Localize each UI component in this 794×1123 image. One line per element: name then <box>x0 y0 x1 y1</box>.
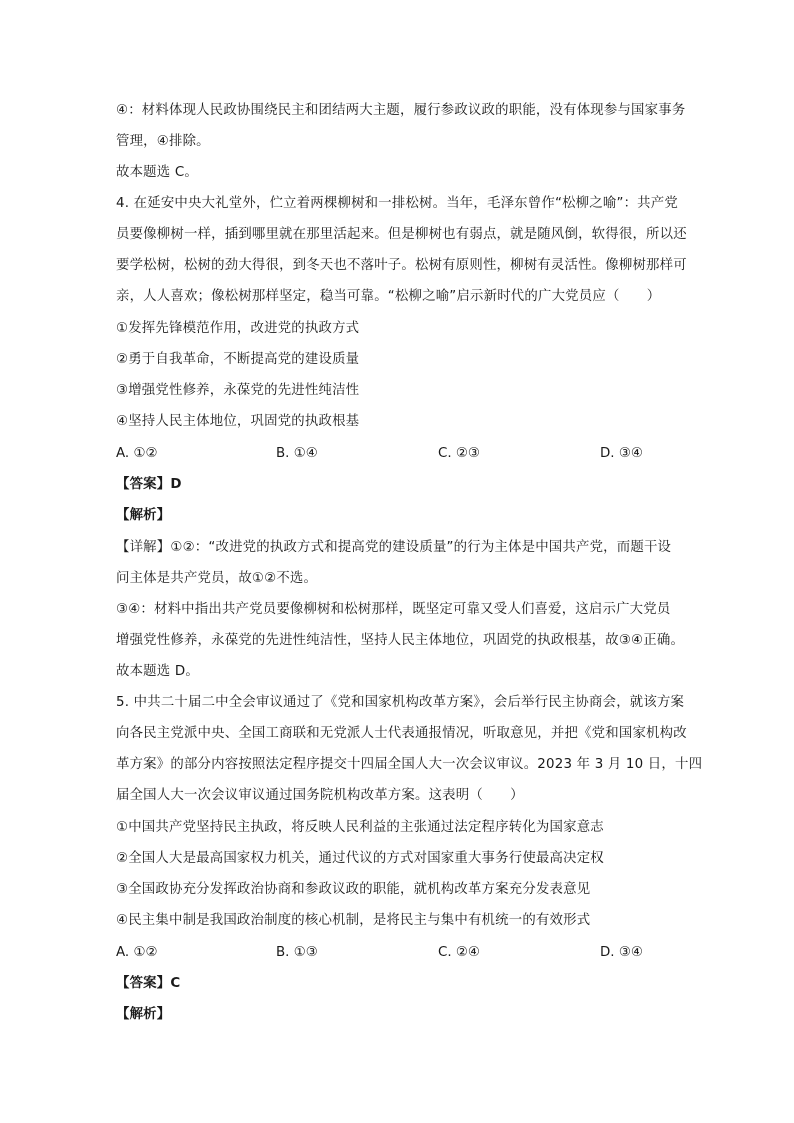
q4-detail-line-1: 【详解】①②：“改进党的执政方式和提高党的建设质量”的行为主体是中国共产党，而题干设 <box>116 540 672 555</box>
q5-option-c: C. ②④ <box>438 945 480 960</box>
q5-option-a: A. ①② <box>116 945 158 960</box>
q4-detail-line-2: 问主体是共产党员，故①②不选。 <box>116 571 318 586</box>
q4-detail-line-4: 增强党性修养，永葆党的先进性纯洁性，坚持人民主体地位，巩固党的执政根基，故③④正确。 <box>116 633 685 648</box>
q5-analysis-label: 【解析】 <box>116 1007 171 1022</box>
q5-statement-1: ①中国共产党坚持民主执政，将反映人民利益的主张通过法定程序转化为国家意志 <box>116 820 604 835</box>
q5-option-d: D. ③④ <box>600 945 643 960</box>
q3-conclusion: 故本题选 C。 <box>116 165 198 180</box>
q5-statement-3: ③全国政协充分发挥政治协商和参政议政的职能，就机构改革方案充分发表意见 <box>116 882 591 897</box>
q5-option-b: B. ①③ <box>276 945 318 960</box>
q4-stem-line-4: 亲，人人喜欢；像松树那样坚定，稳当可靠。“松柳之喻”启示新时代的广大党员应（ ） <box>116 289 661 304</box>
q4-answer: 【答案】D <box>116 477 182 492</box>
q5-stem-line-4: 届全国人大一次会议审议通过国务院机构改革方案。这表明（ ） <box>116 788 524 803</box>
q4-analysis-label: 【解析】 <box>116 508 171 523</box>
q4-option-c: C. ②③ <box>438 446 480 461</box>
q4-conclusion: 故本题选 D。 <box>116 664 199 679</box>
q4-statement-4: ④坚持人民主体地位，巩固党的执政根基 <box>116 414 360 429</box>
q4-statement-2: ②勇于自我革命，不断提高党的建设质量 <box>116 352 360 367</box>
q4-stem-line-3: 要学松树，松树的劲大得很，到冬天也不落叶子。松树有原则性，柳树有灵活性。像柳树那样可 <box>116 258 687 273</box>
q4-option-b: B. ①④ <box>276 446 318 461</box>
q4-option-a: A. ①② <box>116 446 158 461</box>
q4-detail-line-3: ③④：材料中指出共产党员要像柳树和松树那样，既坚定可靠又受人们喜爱，这启示广大党员 <box>116 602 671 617</box>
q4-statement-1: ①发挥先锋模范作用，改进党的执政方式 <box>116 321 360 336</box>
q4-stem-line-2: 员要像柳树一样，插到哪里就在那里活起来。但是柳树也有弱点，就是随风倒，软得很，所以还 <box>116 227 687 242</box>
q4-option-d: D. ③④ <box>600 446 643 461</box>
q4-stem-line-1: 4. 在延安中央大礼堂外，伫立着两棵柳树和一排松树。当年，毛泽东曾作“松柳之喻”：共产党 <box>116 196 678 211</box>
q5-statement-4: ④民主集中制是我国政治制度的核心机制，是将民主与集中有机统一的有效形式 <box>116 913 591 928</box>
q4-statement-3: ③增强党性修养，永葆党的先进性纯洁性 <box>116 383 360 398</box>
q3-analysis-line-2: 管理，④排除。 <box>116 134 210 149</box>
q3-analysis-line-1: ④：材料体现人民政协围绕民主和团结两大主题，履行参政议政的职能，没有体现参与国家事务 <box>116 103 686 118</box>
q5-stem-line-3: 革方案》的部分内容按照法定程序提交十四届全国人大一次会议审议。2023 年 3 月 10 日，十四 <box>116 757 703 772</box>
q5-stem-line-2: 向各民主党派中央、全国工商联和无党派人士代表通报情况，听取意见，并把《党和国家机构改 <box>116 726 687 741</box>
q5-answer: 【答案】C <box>116 976 181 991</box>
q5-stem-line-1: 5. 中共二十届二中全会审议通过了《党和国家机构改革方案》，会后举行民主协商会，就该方案 <box>116 695 685 710</box>
q5-statement-2: ②全国人大是最高国家权力机关，通过代议的方式对国家重大事务行使最高决定权 <box>116 851 604 866</box>
